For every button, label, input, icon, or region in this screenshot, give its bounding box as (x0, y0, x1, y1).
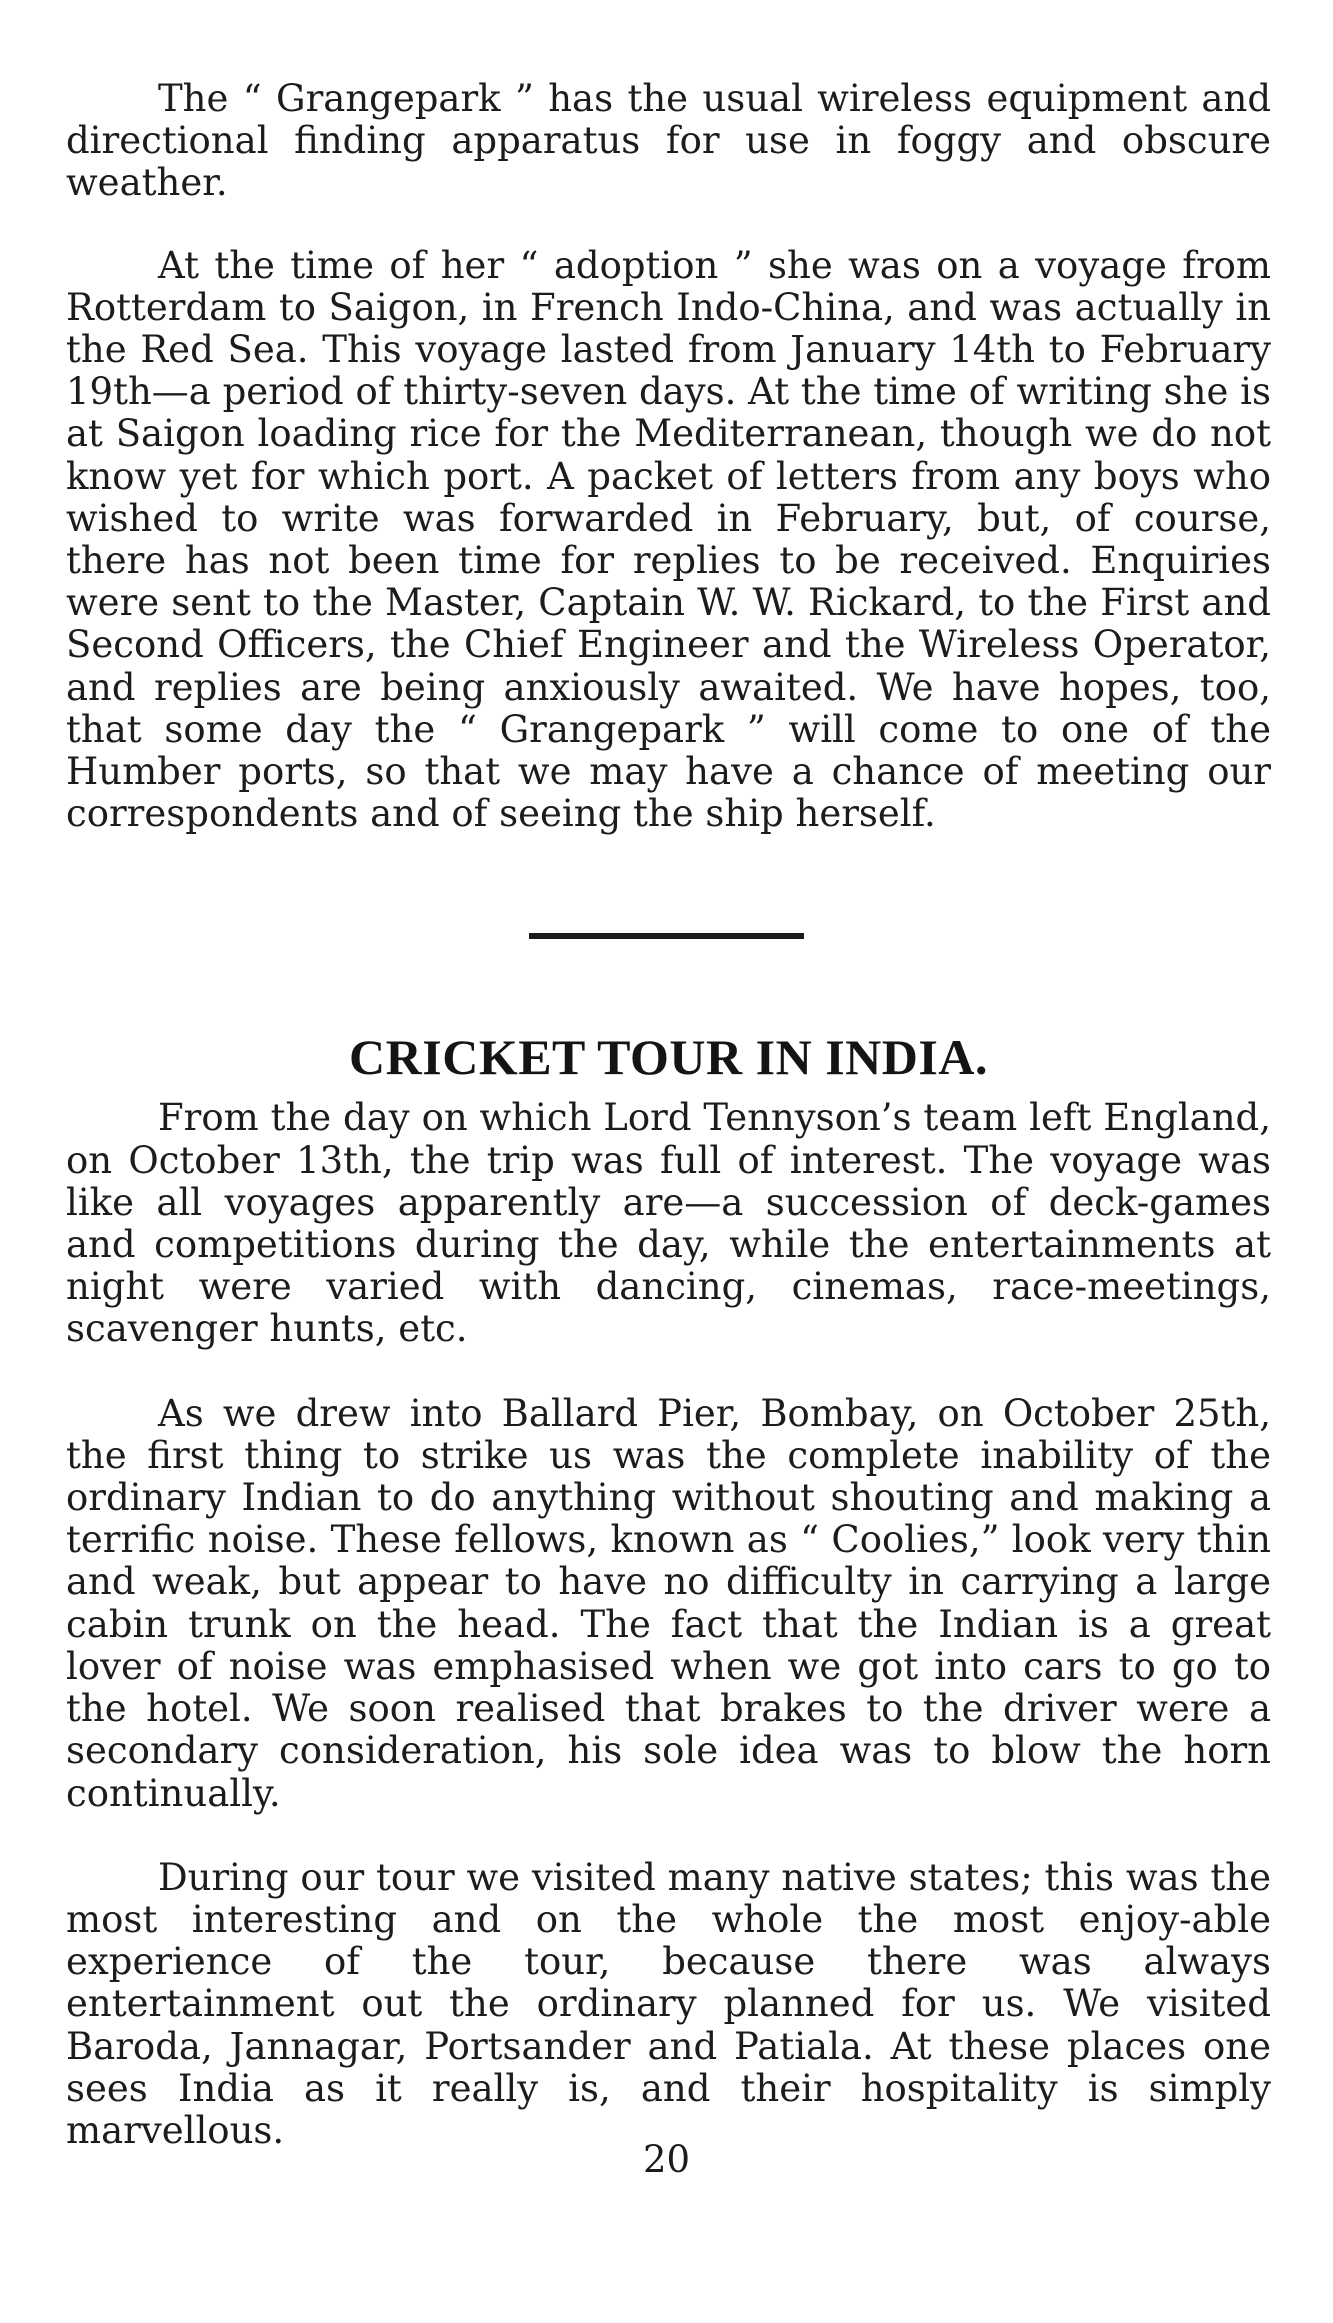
section-divider (529, 933, 804, 939)
paragraph-cricket-native-states: During our tour we visited many native states; this was the most interesting and on the whole the most enjoy-able experience of the tour, because there was always entertainment out the ordinary planned for us. We visited Baroda, Jannagar, Portsander and Patiala. At these places one sees India as it really is, and their hospitality is simply marvellous. (66, 1855, 1271, 2152)
page-number: 20 (642, 2138, 691, 2181)
paragraph-grangepark-voyage: At the time of her “ adoption ” she was on a voyage from Rotterdam to Saigon, in French Indo-China, and was actually in the Red Sea. This voyage lasted from January 14th to February 19th—a period of thirty-seven days. At the time of writing she is at Saigon loading rice for the Mediterranean, though we do not know yet for which port. A packet of letters from any boys who wished to write was forwarded in February, but, of course, there has not been time for replies to be received. Enquiries were sent to the Master, Captain W. W. Rickard, to the First and Second Officers, the Chief Engineer and the Wireless Operator, and replies are being anxiously awaited. We have hopes, too, that some day the “ Grangepark ” will come to one of the Humber ports, so that we may have a chance of meeting our correspondents and of seeing the ship herself. (66, 243, 1271, 836)
paragraph-cricket-voyage: From the day on which Lord Tennyson’s team left England, on October 13th, the trip was full of interest. The voyage was like all voyages apparently are—a succession of deck-games and competitions during the day, while the entertainments at night were varied with dancing, cinemas, race-meetings, scavenger hunts, etc. (66, 1096, 1271, 1351)
paragraph-cricket-bombay: As we drew into Ballard Pier, Bombay, on October 25th, the first thing to strike us was the complete inability of the ordinary Indian to do anything without shouting and making a terrific noise. These fellows, known as “ Coolies,” look very thin and weak, but appear to have no difficulty in carrying a large cabin trunk on the head. The fact that the Indian is a great lover of noise was emphasised when we got into cars to go to the hotel. We soon realised that brakes to the driver were a secondary consideration, his sole idea was to blow the horn continually. (66, 1391, 1271, 1815)
page-body (66, 78, 1271, 2152)
paragraph-grangepark-equipment: The “ Grangepark ” has the usual wireless equipment and directional finding apparatus for use in foggy and obscure weather. (66, 77, 1271, 205)
section-heading: CRICKET TOUR IN INDIA. (349, 1029, 988, 1086)
